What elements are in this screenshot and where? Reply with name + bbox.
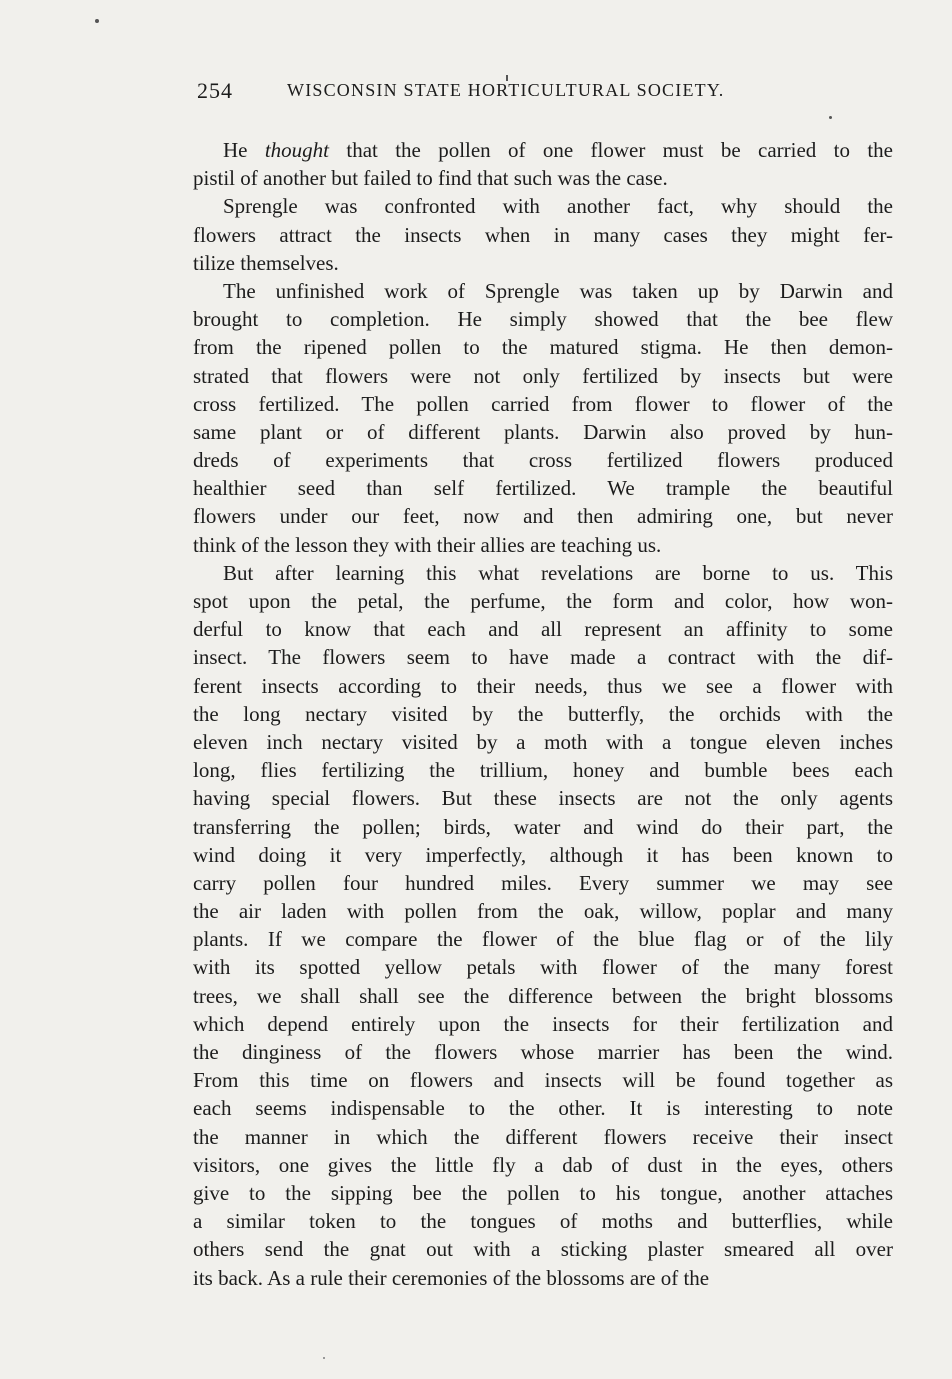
text-line: the air laden with pollen from the oak, willow, poplar and many — [193, 899, 893, 924]
text-line: having special flowers. But these insects are not the only agents — [193, 786, 893, 811]
text-line: healthier seed than self fertilized. We trample the beautiful — [193, 476, 893, 501]
paragraph — [193, 192, 893, 277]
text-line: the dinginess of the flowers whose marrier has been the wind. — [193, 1040, 893, 1064]
paragraph — [193, 559, 893, 1292]
text-line: The unfinished work of Sprengle was taken up by Darwin and — [223, 278, 893, 303]
text-line: which depend entirely upon the insects for their fertilization and — [193, 1011, 893, 1036]
text-line: trees, we shall shall see the difference between the bright blossoms — [193, 983, 893, 1008]
text-line: But after learning this what revelations are borne to us. This — [223, 560, 893, 585]
text-line: visitors, one gives the little fly a dab of dust in the eyes, others — [193, 1152, 893, 1177]
text-line: others send the gnat out with a sticking plaster smeared all over — [193, 1237, 893, 1262]
text-line: from the ripened pollen to the matured stigma. He then demon- — [193, 335, 893, 360]
text-line — [193, 136, 893, 164]
page-number: 254 — [197, 78, 233, 103]
text-line: the manner in which the different flowers receive their insect — [193, 1124, 893, 1149]
text-line: spot upon the petal, the perfume, the form and color, how won- — [193, 589, 893, 613]
text-line: From this time on flowers and insects will be found together as — [193, 1068, 893, 1093]
running-title: WISCONSIN STATE HORTICULTURAL SOCIETY. — [287, 80, 725, 100]
text-run: He — [223, 138, 265, 162]
page-header — [197, 78, 829, 108]
emphasized-word: thought — [264, 138, 330, 162]
text-line: brought to completion. He simply showed that the bee flew — [193, 307, 893, 332]
text-line: the long nectary visited by the butterfly, the orchids with the — [193, 701, 893, 726]
body-text — [193, 136, 893, 1292]
text-line: strated that flowers were not only fertilized by insects but were — [193, 363, 893, 388]
text-line: each seems indispensable to the other. It is interesting to note — [193, 1096, 893, 1121]
text-line: with its spotted yellow petals with flower of the many forest — [193, 955, 893, 980]
paragraph — [193, 136, 893, 192]
text-line: same plant or of different plants. Darwin also proved by hun- — [193, 419, 893, 444]
text-line: dreds of experiments that cross fertilized flowers produced — [193, 448, 893, 473]
text-run: that the pollen of one flower must be carried to the — [329, 138, 893, 162]
text-line: flowers under our feet, now and then admiring one, but never — [193, 504, 893, 529]
text-line: cross fertilized. The pollen carried from flower to flower of the — [193, 391, 893, 416]
stray-mark-bottom — [323, 1357, 325, 1359]
text-line: eleven inch nectary visited by a moth with a tongue eleven inches — [193, 729, 893, 754]
stray-mark-right — [829, 116, 832, 119]
paragraph — [193, 277, 893, 559]
text-line: transferring the pollen; birds, water and wind do their part, the — [193, 814, 893, 839]
text-line: insect. The flowers seem to have made a contract with the dif- — [193, 645, 893, 670]
text-line: derful to know that each and all represent an affinity to some — [193, 617, 893, 642]
text-line: a similar token to the tongues of moths and butterflies, while — [193, 1209, 893, 1234]
text-line: ferent insects according to their needs, thus we see a flower with — [193, 673, 893, 698]
text-line: long, flies fertilizing the trillium, honey and bumble bees each — [193, 758, 893, 783]
stray-mark-top-left — [95, 19, 99, 23]
text-line: carry pollen four hundred miles. Every summer we may see — [193, 870, 893, 895]
text-line: Sprengle was confronted with another fact, why should the — [223, 194, 893, 219]
text-line: pistil of another but failed to find that such was the case. — [193, 166, 668, 191]
text-line: wind doing it very imperfectly, although it has been known to — [193, 842, 893, 867]
text-line: plants. If we compare the flower of the blue flag or of the lily — [193, 927, 893, 952]
text-line: tilize themselves. — [193, 250, 339, 275]
text-line: give to the sipping bee the pollen to his tongue, another attaches — [193, 1180, 893, 1205]
text-line: its back. As a rule their ceremonies of the blossoms are of the — [193, 1265, 710, 1290]
text-line: flowers attract the insects when in many cases they might fer- — [193, 222, 893, 247]
text-line: think of the lesson they with their allies are teaching us. — [193, 532, 662, 557]
